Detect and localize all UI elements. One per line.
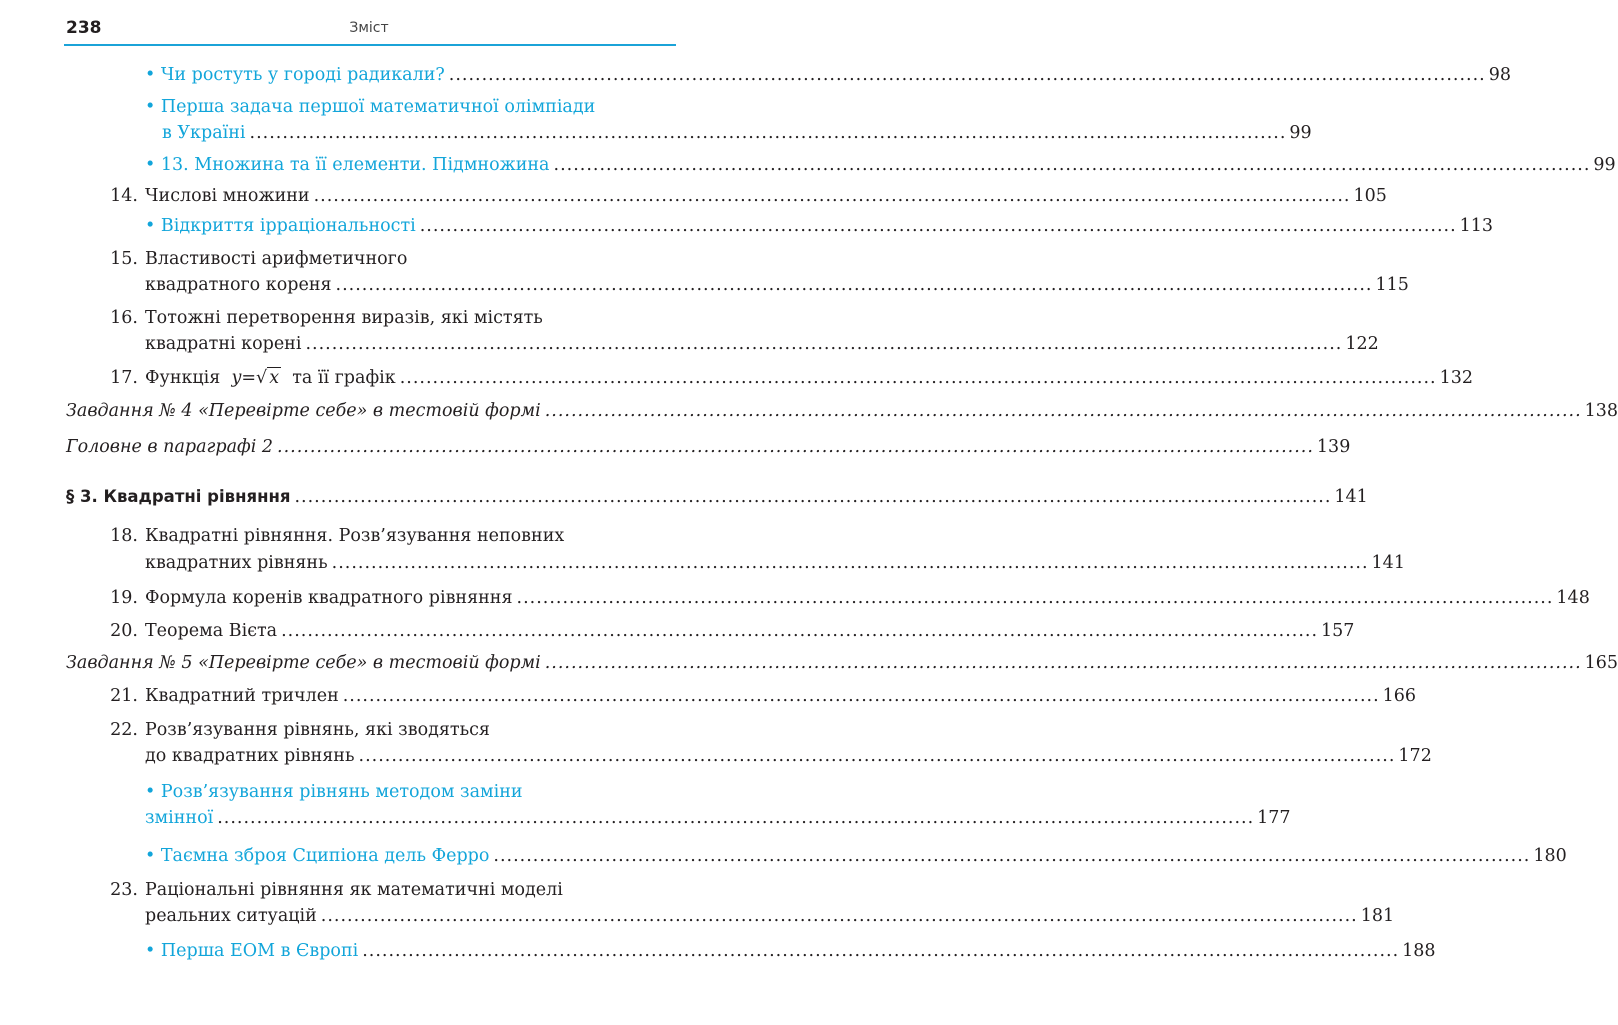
toc-entry-radicals[interactable] bbox=[145, 62, 1511, 88]
toc-entry-page: 138 bbox=[1584, 401, 1618, 421]
toc-entry-page: 105 bbox=[1353, 186, 1387, 206]
toc-entry-page: 188 bbox=[1402, 941, 1436, 961]
title-part: Функція bbox=[145, 368, 221, 388]
leader-dots bbox=[321, 903, 1358, 929]
leader-dots bbox=[362, 938, 1399, 964]
leader-dots bbox=[305, 331, 1342, 357]
leader-dots bbox=[343, 683, 1380, 709]
toc-entry-title: Числові множини bbox=[145, 186, 310, 206]
running-title: Зміст bbox=[349, 20, 389, 36]
leader-dots bbox=[545, 650, 1582, 676]
leader-dots bbox=[250, 120, 1287, 146]
toc-entry-test-5[interactable] bbox=[66, 650, 1618, 676]
toc-entry-page: 122 bbox=[1345, 334, 1379, 354]
sqrt-symbol: √ bbox=[256, 368, 268, 388]
leader-dots bbox=[336, 272, 1373, 298]
page-header bbox=[0, 0, 695, 46]
math-variable-x: x bbox=[269, 368, 280, 388]
toc-entry-olympiad[interactable] bbox=[162, 120, 1312, 146]
toc-entry-number: 19. bbox=[110, 588, 138, 608]
toc-entry-title: Теорема Вієта bbox=[145, 621, 278, 641]
toc-entry-quadratic-trinomial[interactable] bbox=[145, 683, 1417, 709]
title-part: та її графік bbox=[292, 368, 396, 388]
toc-entry-title bbox=[145, 365, 396, 391]
toc-entry-number: 21. bbox=[110, 686, 138, 706]
toc-entry-title: Завдання № 5 «Перевірте себе» в тестовій формі bbox=[66, 653, 541, 673]
toc-entry-vieta-theorem[interactable] bbox=[145, 618, 1355, 644]
leader-dots bbox=[281, 618, 1318, 644]
toc-entry-sqrt-properties[interactable] bbox=[145, 272, 1409, 298]
toc-entry-rational-equations[interactable] bbox=[145, 903, 1395, 929]
toc-entry-title: • Відкриття ірраціональності bbox=[145, 216, 416, 236]
header-rule bbox=[64, 44, 676, 46]
toc-entry-title: Головне в параграфі 2 bbox=[66, 437, 273, 457]
toc-entry-title: Розв’язування рівнянь, які зводяться bbox=[145, 720, 490, 740]
leader-dots bbox=[517, 585, 1554, 611]
leader-dots bbox=[359, 743, 1396, 769]
leader-dots bbox=[314, 183, 1351, 209]
toc-entry-title: Завдання № 4 «Перевірте себе» в тестовій формі bbox=[66, 401, 541, 421]
toc-entry-number: 14. bbox=[110, 186, 138, 206]
toc-entry-title-cont: до квадратних рівнянь bbox=[145, 746, 355, 766]
leader-dots bbox=[400, 365, 1437, 391]
toc-entry-title-cont: квадратного кореня bbox=[145, 275, 332, 295]
toc-entry-substitution-method[interactable] bbox=[145, 805, 1291, 831]
toc-entry-page: 139 bbox=[1316, 437, 1351, 457]
leader-dots bbox=[217, 805, 1254, 831]
toc-entry-page: 98 bbox=[1488, 65, 1511, 85]
toc-entry-title: Квадратні рівняння. Розв’язування неповних bbox=[145, 526, 565, 546]
toc-entry-page: 180 bbox=[1533, 846, 1567, 866]
toc-entry-number-sets[interactable] bbox=[145, 183, 1387, 209]
toc-entry-summary-2[interactable] bbox=[66, 434, 1351, 460]
toc-entry-number: 16. bbox=[110, 308, 138, 328]
toc-entry-identity-transforms[interactable] bbox=[145, 331, 1379, 357]
toc-section-3[interactable] bbox=[66, 484, 1368, 510]
toc-entry-page: 172 bbox=[1398, 746, 1432, 766]
toc-entry-page: 181 bbox=[1360, 906, 1395, 926]
toc-entry-title: • 13. Множина та її елементи. Підмножина bbox=[145, 155, 550, 175]
toc-entry-page: 115 bbox=[1375, 275, 1409, 295]
leader-dots bbox=[420, 213, 1457, 239]
leader-dots bbox=[554, 152, 1591, 178]
toc-entry-title-cont: квадратні корені bbox=[145, 334, 302, 354]
toc-entry-title: Властивості арифметичного bbox=[145, 249, 408, 269]
toc-entry-number: 22. bbox=[110, 720, 138, 740]
toc-entry-title: • Перша ЕОМ в Європі bbox=[145, 941, 359, 961]
toc-entry-page: 157 bbox=[1321, 621, 1355, 641]
toc-entry-title-cont: в Україні bbox=[162, 123, 246, 143]
leader-dots bbox=[277, 434, 1314, 460]
toc-entry-title: Формула коренів квадратного рівняння bbox=[145, 588, 513, 608]
toc-entry-quadratic-equations[interactable] bbox=[145, 550, 1405, 576]
toc-entry-del-ferro[interactable] bbox=[145, 843, 1567, 869]
toc-entry-page: 165 bbox=[1584, 653, 1618, 673]
toc-entry-title: • Чи ростуть у городі радикали? bbox=[145, 65, 445, 85]
toc-entry-title-cont: квадратних рівнянь bbox=[145, 553, 328, 573]
toc-entry-test-4[interactable] bbox=[66, 398, 1618, 424]
leader-dots bbox=[493, 843, 1530, 869]
toc-entry-reducible-equations[interactable] bbox=[145, 743, 1432, 769]
toc-entry-number: 18. bbox=[110, 526, 138, 546]
math-variable-y: y bbox=[231, 368, 242, 388]
toc-entry-first-computer[interactable] bbox=[145, 938, 1436, 964]
toc-entry-title: • Таємна зброя Сципіона дель Ферро bbox=[145, 846, 490, 866]
toc-entry-number: 20. bbox=[110, 621, 138, 641]
toc-entry-page: 132 bbox=[1439, 368, 1474, 388]
toc-entry-page: 166 bbox=[1382, 686, 1417, 706]
toc-entry-title: • Розв’язування рівнянь методом заміни bbox=[145, 782, 523, 802]
toc-entry-page: 99 bbox=[1593, 155, 1616, 175]
toc-entry-title: Раціональні рівняння як математичні моделі bbox=[145, 880, 563, 900]
leader-dots bbox=[545, 398, 1582, 424]
leader-dots bbox=[449, 62, 1486, 88]
toc-entry-number: 17. bbox=[110, 368, 138, 388]
toc-entry-title: Тотожні перетворення виразів, які містять bbox=[145, 308, 543, 328]
toc-entry-number: 15. bbox=[110, 249, 138, 269]
leader-dots bbox=[294, 484, 1331, 510]
math-equals: = bbox=[241, 368, 257, 388]
toc-entry-quadratic-formula[interactable] bbox=[145, 585, 1590, 611]
toc-entry-page: 148 bbox=[1556, 588, 1590, 608]
leader-dots bbox=[332, 550, 1369, 576]
toc-entry-sets[interactable] bbox=[145, 152, 1616, 178]
toc-entry-page: 99 bbox=[1289, 123, 1312, 143]
section-title: § 3. Квадратні рівняння bbox=[66, 487, 291, 506]
toc-entry-page: 141 bbox=[1371, 553, 1405, 573]
toc-entry-title-cont: змінної bbox=[145, 808, 214, 828]
toc-entry-irrationality[interactable] bbox=[145, 213, 1494, 239]
toc-entry-title-cont: реальних ситуацій bbox=[145, 906, 317, 926]
toc-entry-title: Квадратний тричлен bbox=[145, 686, 339, 706]
page-number: 238 bbox=[66, 18, 102, 38]
toc-entry-number: 23. bbox=[110, 880, 138, 900]
toc-entry-sqrt-function[interactable] bbox=[145, 365, 1474, 391]
toc-entry-page: 177 bbox=[1257, 808, 1291, 828]
section-page: 141 bbox=[1334, 487, 1368, 507]
toc-entry-page: 113 bbox=[1459, 216, 1494, 236]
toc-entry-title: • Перша задача першої математичної олімпіади bbox=[145, 97, 596, 117]
